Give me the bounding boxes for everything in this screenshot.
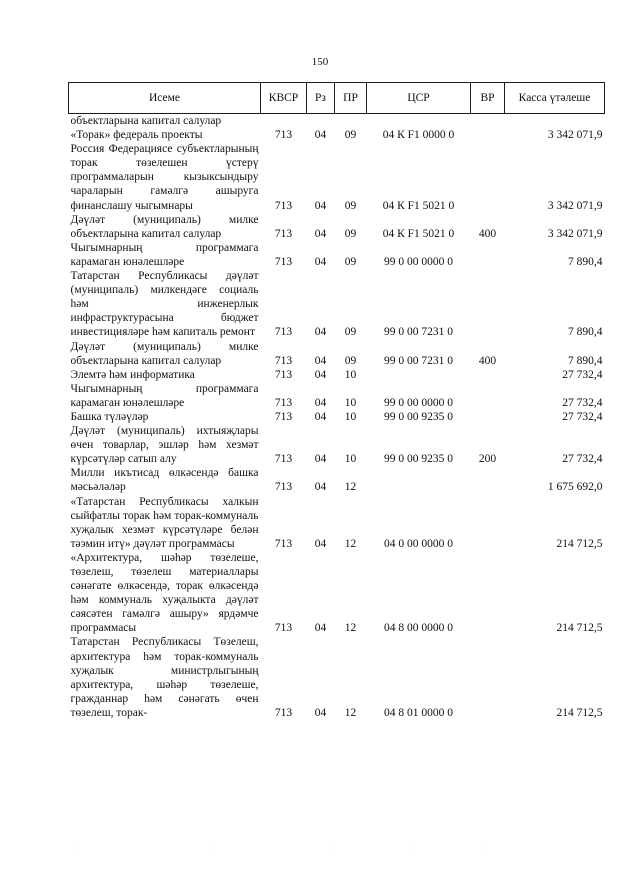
cell-kvsr: 713: [274, 622, 293, 635]
table-body: [69, 114, 605, 721]
cell-pr: 10: [344, 453, 357, 466]
cell-vr: [471, 382, 505, 410]
cell-pr: 12: [344, 481, 357, 494]
cell-name: Чыгымнарның программага карамаган юнәлешләре: [70, 241, 259, 268]
cell-csr: [367, 114, 471, 129]
page-number: 150: [311, 56, 329, 68]
cell-amount: 3 342 071,9: [547, 199, 603, 212]
cell-csr: 04 8 01 0000 0: [384, 706, 453, 719]
cell-pr: 09: [344, 326, 357, 339]
header-csr: ЦСР: [367, 83, 471, 114]
cell-amount: 7 890,4: [568, 255, 603, 268]
cell-amount: 7 890,4: [568, 354, 603, 367]
cell-rz: 04: [314, 354, 327, 367]
cell-vr: [471, 128, 505, 142]
table-row: [69, 424, 605, 466]
cell-rz: 04: [314, 255, 327, 268]
cell-name: Элемтә һәм информатика: [70, 368, 195, 381]
header-rz: Рз: [307, 83, 335, 114]
header-pr: ПР: [335, 83, 367, 114]
cell-vr: [471, 368, 505, 382]
cell-pr: 09: [344, 255, 357, 268]
cell-pr: 10: [344, 368, 357, 381]
table-row: [69, 635, 605, 720]
table-row: [69, 410, 605, 424]
cell-csr: 99 0 00 7231 0: [384, 354, 453, 367]
cell-csr: 04 0 00 0000 0: [384, 537, 453, 550]
cell-kvsr: 713: [274, 129, 293, 142]
cell-vr: 400: [478, 354, 497, 367]
cell-kvsr: 713: [274, 453, 293, 466]
cell-csr: 04 К F1 5021 0: [382, 227, 455, 240]
cell-csr: 99 0 00 0000 0: [384, 396, 453, 409]
table-row: [69, 340, 605, 368]
cell-kvsr: 713: [274, 326, 293, 339]
cell-rz: 04: [314, 368, 327, 381]
cell-vr: [471, 269, 505, 339]
cell-rz: 04: [314, 396, 327, 409]
cell-vr: [471, 551, 505, 636]
header-vr: ВР: [471, 83, 505, 114]
cell-csr: 04 К F1 0000 0: [382, 129, 455, 142]
cell-csr: 99 0 00 0000 0: [384, 255, 453, 268]
cell-kvsr: 713: [274, 199, 293, 212]
cell-name: Чыгымнарның программага карамаган юнәлешләре: [70, 382, 259, 409]
table-row: [69, 213, 605, 241]
cell-amount: 1 675 692,0: [547, 481, 603, 494]
cell-kvsr: 713: [274, 481, 293, 494]
cell-rz: 04: [314, 199, 327, 212]
cell-pr: 12: [344, 537, 357, 550]
cell-kvsr: 713: [274, 354, 293, 367]
cell-rz: 04: [314, 227, 327, 240]
cell-rz: 04: [314, 706, 327, 719]
cell-amount: 27 732,4: [562, 410, 603, 423]
cell-rz: 04: [314, 622, 327, 635]
cell-vr: [471, 466, 505, 494]
cell-kvsr: 713: [274, 706, 293, 719]
cell-vr: [471, 495, 505, 551]
table-row: [69, 269, 605, 339]
cell-kvsr: 713: [274, 410, 293, 423]
cell-name: Татарстан Республикасы дәүләт (муниципаль) милкендәге социаль һәм инженерлык инфраструктурасына бюджет инвестицияләре һәм капиталь ремонт: [70, 270, 259, 339]
table-row: [69, 382, 605, 410]
header-kassa: Касса үтәлеше: [505, 83, 605, 114]
cell-csr: 04 8 00 0000 0: [384, 622, 453, 635]
cell-pr: 09: [344, 227, 357, 240]
header-kvsr: КВСР: [261, 83, 307, 114]
cell-pr: 10: [344, 410, 357, 423]
cell-csr: 99 0 00 9235 0: [384, 410, 453, 423]
cell-kvsr: 713: [274, 396, 293, 409]
table-row: [69, 495, 605, 551]
cell-name: Татарстан Республикасы Төзелеш, архитектура һәм торак-коммуналь хуҗалык министрлыгының архитектура, шәһәр төзелеше, гражданнар һәм сәнәгать өчен төзелеш, торак-: [70, 636, 259, 719]
table-row: [69, 241, 605, 269]
cell-pr: 10: [344, 396, 357, 409]
cell-kvsr: [261, 114, 307, 129]
table-header-row: [69, 83, 605, 114]
scan-speckles: [0, 845, 640, 851]
cell-rz: [307, 114, 335, 129]
budget-table: [68, 82, 605, 720]
cell-amount: 27 732,4: [562, 396, 603, 409]
cell-amount: [505, 114, 605, 129]
cell-csr: [367, 368, 471, 382]
cell-name: «Архитектура, шәһәр төзелеше, төзелеш, төзелеш материаллары сәнәгате өлкәсендә, торак өлкәсендә һәм коммуналь хуҗалыкта дәүләт сәясәтен гамәлгә ашыру» ярдәмче программасы: [70, 551, 259, 635]
cell-pr: [335, 114, 367, 129]
cell-name: «Торак» федераль проекты: [70, 129, 203, 142]
cell-vr: [471, 410, 505, 424]
cell-vr: 400: [478, 227, 497, 240]
cell-csr: 04 К F1 5021 0: [382, 199, 455, 212]
table-row: [69, 551, 605, 636]
cell-amount: 3 342 071,9: [547, 227, 603, 240]
table-row: [69, 128, 605, 142]
cell-name: Дәүләт (муниципаль) ихтыяҗлары өчен товарлар, эшләр һәм хезмәт күрсәтүләр сатып алу: [70, 425, 259, 466]
cell-amount: 214 712,5: [556, 706, 603, 719]
table-row: [69, 114, 605, 129]
cell-kvsr: 713: [274, 227, 293, 240]
cell-vr: [471, 114, 505, 129]
cell-pr: 09: [344, 199, 357, 212]
cell-amount: 214 712,5: [556, 537, 603, 550]
cell-rz: 04: [314, 129, 327, 142]
cell-amount: 7 890,4: [568, 326, 603, 339]
cell-kvsr: 713: [274, 537, 293, 550]
table-row: [69, 368, 605, 382]
cell-name: объектларына капитал салулар: [70, 115, 222, 127]
cell-amount: 27 732,4: [562, 453, 603, 466]
cell-name: Башка түләүләр: [70, 410, 149, 423]
cell-vr: [471, 142, 505, 212]
cell-kvsr: 713: [274, 368, 293, 381]
cell-pr: 09: [344, 129, 357, 142]
cell-csr: 99 0 00 9235 0: [384, 453, 453, 466]
table-row: [69, 466, 605, 494]
cell-name: Дәүләт (муниципаль) милке объектларына капитал салулар: [70, 340, 259, 367]
cell-amount: 214 712,5: [556, 622, 603, 635]
cell-kvsr: 713: [274, 255, 293, 268]
cell-csr: [367, 466, 471, 494]
cell-rz: 04: [314, 481, 327, 494]
cell-amount: 3 342 071,9: [547, 129, 603, 142]
cell-rz: 04: [314, 537, 327, 550]
cell-pr: 12: [344, 706, 357, 719]
cell-rz: 04: [314, 326, 327, 339]
cell-amount: 27 732,4: [562, 368, 603, 381]
cell-name: Россия Федерациясе субъектларының торак төзелешен үстерү программаларын кызыксындыру чараларын гамәлгә ашыруга финанслашу чыгымнары: [70, 143, 259, 212]
cell-vr: 200: [478, 453, 497, 466]
cell-pr: 09: [344, 354, 357, 367]
cell-vr: [471, 635, 505, 720]
cell-name: Дәүләт (муниципаль) милке объектларына капитал салулар: [70, 213, 259, 240]
cell-rz: 04: [314, 453, 327, 466]
cell-name: Милли икътисад өлкәсендә башка мәсьәләләр: [70, 467, 259, 494]
cell-csr: 99 0 00 7231 0: [384, 326, 453, 339]
cell-pr: 12: [344, 622, 357, 635]
header-name: Исеме: [69, 83, 261, 114]
table-row: [69, 142, 605, 212]
cell-vr: [471, 241, 505, 269]
cell-name: «Татарстан Республикасы халкын сыйфатлы торак һәм торак-коммуналь хуҗалык хезмәт күрсәтүләре белән тәэмин итү» дәүләт программасы: [70, 495, 259, 550]
cell-rz: 04: [314, 410, 327, 423]
